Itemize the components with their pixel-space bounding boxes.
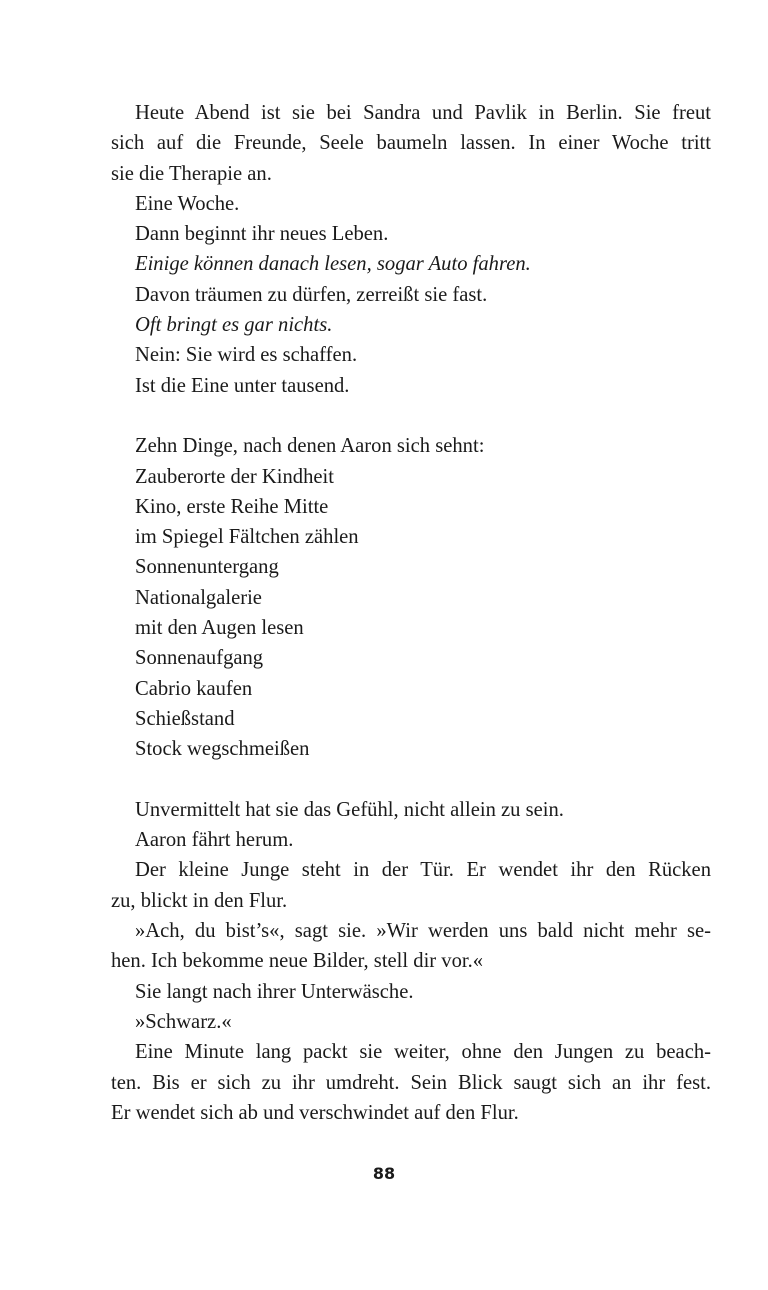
list-item: Cabrio kaufen xyxy=(135,677,253,700)
blank-line xyxy=(111,765,711,795)
list-item: Schießstand xyxy=(135,707,235,730)
list-item: Zauberorte der Kindheit xyxy=(135,465,334,488)
list-item: mit den Augen lesen xyxy=(135,617,304,640)
text-line: Unvermittelt hat sie das Gefühl, nicht allein zu sein. xyxy=(135,798,564,821)
list-heading: Zehn Dinge, nach denen Aaron sich sehnt: xyxy=(135,435,485,458)
text-line: Dann beginnt ihr neues Leben. xyxy=(135,223,389,246)
text-line: hen. Ich bekomme neue Bilder, stell dir vor.« xyxy=(111,950,484,973)
paragraph-therapy xyxy=(111,98,711,189)
text-line: Davon träumen zu dürfen, zerreißt sie fast. xyxy=(135,283,488,306)
text-line: sie die Therapie an. xyxy=(111,162,272,185)
italic-text-line: Oft bringt es gar nichts. xyxy=(135,314,333,337)
text-line: »Schwarz.« xyxy=(135,1010,232,1033)
short-lines-block xyxy=(111,189,711,401)
text-line: Eine Minute lang packt sie weiter, ohne den Jungen zu beach- xyxy=(135,1041,711,1064)
list-item: im Spiegel Fältchen zählen xyxy=(135,526,359,549)
text-line: Nein: Sie wird es schaffen. xyxy=(135,344,358,367)
text-line: Heute Abend ist sie bei Sandra und Pavlik in Berlin. Sie freut xyxy=(135,102,711,124)
text-line: »Ach, du bist’s«, sagt sie. »Wir werden uns bald nicht mehr se- xyxy=(135,920,711,943)
text-line: Aaron fährt herum. xyxy=(135,829,294,852)
wish-list xyxy=(111,431,711,764)
text-line: ten. Bis er sich zu ihr umdreht. Sein Blick saugt sich an ihr fest. xyxy=(111,1071,711,1094)
list-item: Sonnenaufgang xyxy=(135,647,264,670)
blank-line xyxy=(111,401,711,431)
text-line: zu, blickt in den Flur. xyxy=(111,889,288,912)
paragraph-boy xyxy=(111,795,711,1128)
text-line: sich auf die Freunde, Seele baumeln lassen. In einer Woche tritt xyxy=(111,132,711,155)
list-item: Kino, erste Reihe Mitte xyxy=(135,495,329,518)
text-line: Er wendet sich ab und verschwindet auf den Flur. xyxy=(111,1101,519,1124)
text-line: Sie langt nach ihrer Unterwäsche. xyxy=(135,980,414,1003)
list-item: Stock wegschmeißen xyxy=(135,738,310,761)
list-item: Nationalgalerie xyxy=(135,586,262,609)
text-line: Eine Woche. xyxy=(135,192,240,215)
italic-text-line: Einige können danach lesen, sogar Auto fahren. xyxy=(135,253,531,276)
list-item: Sonnenuntergang xyxy=(135,556,279,579)
page-number: 88 xyxy=(372,1164,396,1183)
text-line: Ist die Eine unter tausend. xyxy=(135,374,350,397)
page-body-text xyxy=(111,98,711,1128)
text-line: Der kleine Junge steht in der Tür. Er wendet ihr den Rücken xyxy=(135,859,711,882)
